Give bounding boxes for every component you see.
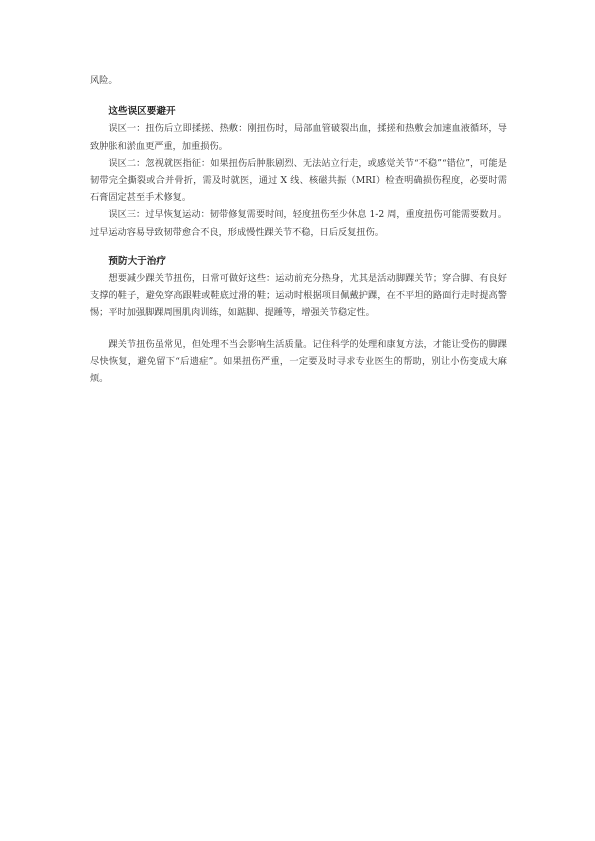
section-heading-prevention: 预防大于治疗	[108, 255, 166, 267]
document-body	[90, 72, 507, 387]
section-heading-misconceptions: 这些误区要避开	[108, 106, 176, 118]
conclusion-paragraph: 踝关节扭伤虽常见，但处理不当会影响生活质量。记住科学的处理和康复方法，才能让受伤的脚踝尽快恢复，避免留下“后遗症”。如果扭伤严重，一定要及时寻求专业医生的帮助，别让小伤变成大麻烦。	[90, 338, 507, 385]
misconception-2-paragraph: 误区二：忽视就医指征：如果扭伤后肿胀剧烈、无法站立行走，或感觉关节“不稳”“错位”，可能是韧带完全撕裂或合并骨折，需及时就医，通过 X 线、核磁共振（MRI）检查明确损伤程度，必要时需石膏固定甚至手术修复。	[90, 157, 507, 204]
intro-tail-text: 风险。	[90, 75, 118, 86]
prevention-paragraph: 想要减少踝关节扭伤，日常可做好这些：运动前充分热身，尤其是活动脚踝关节；穿合脚、有良好支撑的鞋子，避免穿高跟鞋或鞋底过滑的鞋；运动时根据项目佩戴护踝，在不平坦的路面行走时提高警惕；平时加强脚踝周围肌肉训练，如踮脚、提踵等，增强关节稳定性。	[90, 273, 507, 319]
misconception-3-paragraph: 误区三：过早恢复运动：韧带修复需要时间，轻度扭伤至少休息 1-2 周，重度扭伤可能需要数月。过早运动容易导致韧带愈合不良，形成慢性踝关节不稳，日后反复扭伤。	[90, 209, 507, 238]
misconception-1-paragraph: 误区一：扭伤后立即揉搓、热敷：刚扭伤时，局部血管破裂出血，揉搓和热敷会加速血液循环，导致肿胀和淤血更严重，加重损伤。	[90, 123, 507, 152]
